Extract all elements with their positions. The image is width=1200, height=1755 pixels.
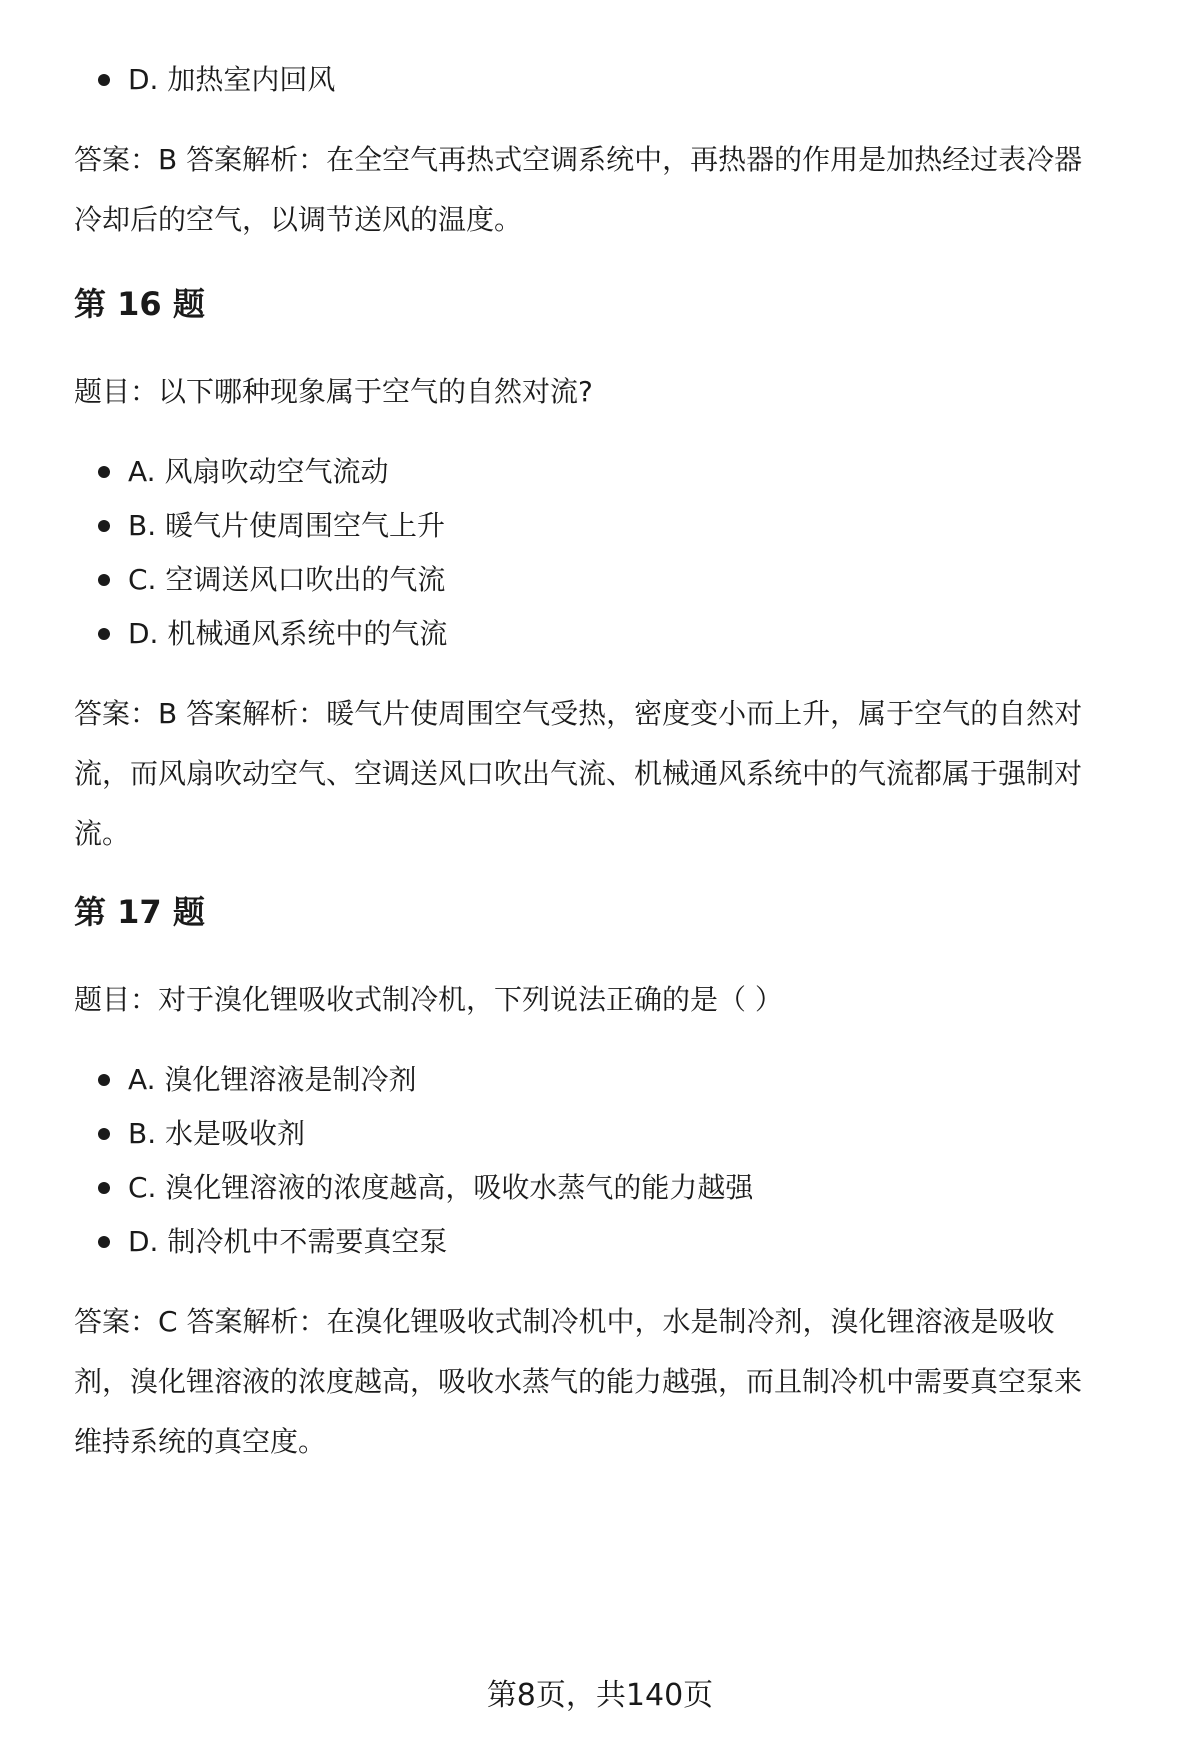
bullet-icon (98, 628, 110, 640)
option-b-text: B. 水是吸收剂 (128, 1117, 306, 1150)
answer-paragraph (74, 1292, 1150, 1472)
option-d-text: D. 制冷机中不需要真空泵 (128, 1225, 448, 1258)
bullet-icon (98, 1182, 110, 1194)
answer-line: 维持系统的真空度。 (74, 1425, 327, 1458)
bullet-icon (98, 574, 110, 586)
question-16-stem: 题目：以下哪种现象属于空气的自然对流? (74, 375, 593, 408)
answer-line: 流。 (74, 817, 131, 850)
question-17-stem: 题目：对于溴化锂吸收式制冷机，下列说法正确的是（ ） (74, 983, 783, 1016)
answer-paragraph (74, 684, 1150, 864)
question-17-heading: 第 17 题 (74, 893, 205, 931)
bullet-icon (98, 74, 110, 86)
option-d-text: D. 加热室内回风 (128, 63, 336, 96)
option-c-text: C. 溴化锂溶液的浓度越高，吸收水蒸气的能力越强 (128, 1171, 754, 1204)
option-a-text: A. 风扇吹动空气流动 (128, 455, 389, 488)
bullet-icon (98, 1074, 110, 1086)
bullet-icon (98, 466, 110, 478)
bullet-icon (98, 520, 110, 532)
answer-line: 流，而风扇吹动空气、空调送风口吹出气流、机械通风系统中的气流都属于强制对 (74, 757, 1083, 790)
question-16-heading: 第 16 题 (74, 285, 205, 323)
answer-line: 剂，溴化锂溶液的浓度越高，吸收水蒸气的能力越强，而且制冷机中需要真空泵来 (74, 1365, 1083, 1398)
option-a-text: A. 溴化锂溶液是制冷剂 (128, 1063, 417, 1096)
option-d-text: D. 机械通风系统中的气流 (128, 617, 448, 650)
answer-line: 冷却后的空气，以调节送风的温度。 (74, 203, 523, 236)
bullet-icon (98, 1236, 110, 1248)
bullet-icon (98, 1128, 110, 1140)
answer-paragraph (74, 130, 1150, 250)
option-c-text: C. 空调送风口吹出的气流 (128, 563, 446, 596)
answer-line: 答案：B 答案解析：在全空气再热式空调系统中，再热器的作用是加热经过表冷器 (74, 143, 1083, 176)
option-b-text: B. 暖气片使周围空气上升 (128, 509, 446, 542)
page-number-footer: 第8页，共140页 (486, 1678, 714, 1713)
answer-line: 答案：C 答案解析：在溴化锂吸收式制冷机中，水是制冷剂，溴化锂溶液是吸收 (74, 1305, 1055, 1338)
answer-line: 答案：B 答案解析：暖气片使周围空气受热，密度变小而上升，属于空气的自然对 (74, 697, 1083, 730)
